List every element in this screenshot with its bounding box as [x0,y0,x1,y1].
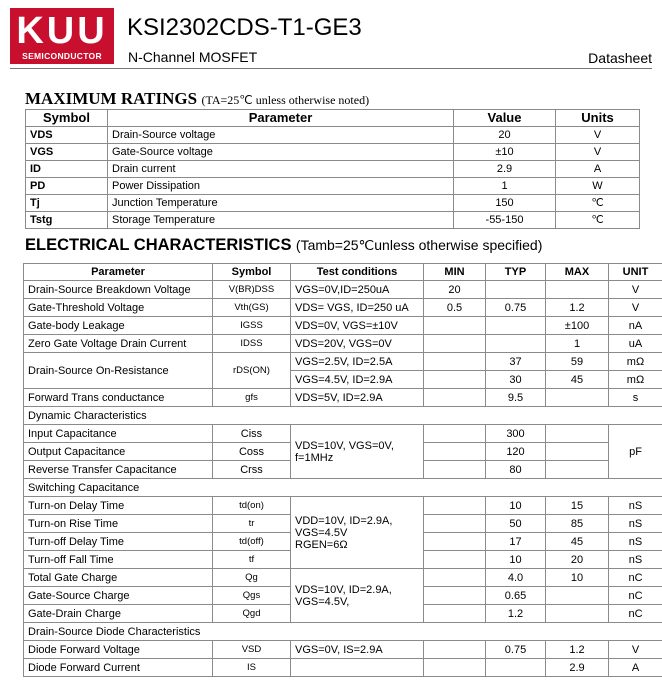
symbol-cell: Vth(GS) [213,299,291,317]
min-cell [424,659,486,677]
typ-cell: 80 [486,461,546,479]
conditions-cell: VGS=4.5V, ID=2.9A [291,371,424,389]
column-header: Symbol [213,264,291,281]
conditions-cell: VGS=2.5V, ID=2.5A [291,353,424,371]
symbol-cell: ID [26,161,108,178]
conditions-cell: VDS= VGS, ID=250 uA [291,299,424,317]
table-row [24,641,662,659]
parameter-cell: Reverse Transfer Capacitance [24,461,213,479]
symbol-cell: Crss [213,461,291,479]
unit-cell: ℃ [556,212,640,229]
electrical-condition: (Tamb=25℃unless otherwise specified) [295,237,543,253]
unit-cell: W [556,178,640,195]
max-ratings-table [25,109,640,229]
value-cell: -55-150 [454,212,556,229]
conditions-cell [291,425,424,479]
parameter-cell: Turn-off Delay Time [24,533,213,551]
brand-logo [10,8,114,64]
min-cell [424,371,486,389]
value-cell: 20 [454,127,556,144]
typ-cell: 0.65 [486,587,546,605]
conditions-cell: VDS=20V, VGS=0V [291,335,424,353]
parameter-cell: Gate-Threshold Voltage [24,299,213,317]
max-cell: 45 [546,533,609,551]
table-row [24,659,662,677]
column-header: Parameter [108,110,454,127]
typ-cell: 50 [486,515,546,533]
column-header: Units [556,110,640,127]
unit-cell: V [556,144,640,161]
parameter-cell: Drain current [108,161,454,178]
parameter-cell: Diode Forward Voltage [24,641,213,659]
unit-cell: nS [609,533,662,551]
section-title: Drain-Source Diode Characteristics [24,623,662,641]
unit-cell: V [609,641,662,659]
min-cell [424,515,486,533]
typ-cell: 0.75 [486,641,546,659]
typ-cell: 4.0 [486,569,546,587]
symbol-cell: IDSS [213,335,291,353]
unit-cell: A [609,659,662,677]
unit-cell: nC [609,587,662,605]
max-cell: 85 [546,515,609,533]
max-cell: 1.2 [546,641,609,659]
max-cell [546,605,609,623]
min-cell [424,317,486,335]
parameter-cell: Turn-off Fall Time [24,551,213,569]
parameter-cell: Turn-on Delay Time [24,497,213,515]
parameter-cell: Power Dissipation [108,178,454,195]
symbol-cell: VDS [26,127,108,144]
max-cell: 1.2 [546,299,609,317]
typ-cell: 30 [486,371,546,389]
electrical-table [23,263,662,677]
typ-cell: 10 [486,551,546,569]
table-header-row [24,264,662,281]
conditions-cell: VGS=0V,ID=250uA [291,281,424,299]
symbol-cell: td(off) [213,533,291,551]
typ-cell: 10 [486,497,546,515]
value-cell: 2.9 [454,161,556,178]
parameter-cell: Zero Gate Voltage Drain Current [24,335,213,353]
parameter-cell: Forward Trans conductance [24,389,213,407]
symbol-cell: VSD [213,641,291,659]
parameter-cell: Gate-Source Charge [24,587,213,605]
unit-cell: ℃ [556,195,640,212]
symbol-cell: V(BR)DSS [213,281,291,299]
column-header: MIN [424,264,486,281]
min-cell [424,335,486,353]
condition-line: RGEN=6Ω [295,538,348,551]
logo-text: KUU [16,10,108,52]
max-cell [546,587,609,605]
section-row [24,479,662,497]
parameter-cell: Diode Forward Current [24,659,213,677]
parameter-cell: Gate-Drain Charge [24,605,213,623]
typ-cell [486,659,546,677]
min-cell [424,587,486,605]
unit-cell: mΩ [609,353,662,371]
condition-line: VDS=10V, VGS=0V, [295,439,394,452]
header-divider [10,68,652,69]
conditions-cell: VDS=0V, VGS=±10V [291,317,424,335]
value-cell: 1 [454,178,556,195]
min-cell [424,569,486,587]
typ-cell: 37 [486,353,546,371]
unit-cell: pF [609,425,662,479]
max-cell: 20 [546,551,609,569]
parameter-cell: Junction Temperature [108,195,454,212]
unit-cell: uA [609,335,662,353]
condition-line: VDS=10V, ID=2.9A, [295,583,392,596]
parameter-cell: Total Gate Charge [24,569,213,587]
conditions-cell [291,497,424,569]
column-header: Symbol [26,110,108,127]
table-row [24,353,662,371]
column-header: TYP [486,264,546,281]
max-cell [546,443,609,461]
parameter-cell: Storage Temperature [108,212,454,229]
typ-cell [486,281,546,299]
electrical-heading [25,236,542,255]
symbol-cell: Qgs [213,587,291,605]
typ-cell: 1.2 [486,605,546,623]
symbol-cell: Qgd [213,605,291,623]
column-header: Parameter [24,264,213,281]
symbol-cell: IGSS [213,317,291,335]
max-cell: 15 [546,497,609,515]
max-ratings-heading [25,89,369,109]
symbol-cell: PD [26,178,108,195]
max-cell: 1 [546,335,609,353]
min-cell [424,389,486,407]
conditions-cell [291,569,424,623]
condition-line: VDD=10V, ID=2.9A, [295,514,393,527]
table-header-row [26,110,640,127]
table-row [24,569,662,587]
table-row [26,212,640,229]
max-ratings-title: MAXIMUM RATINGS [25,89,198,108]
symbol-cell: Qg [213,569,291,587]
unit-cell: V [609,281,662,299]
conditions-cell: VDS=5V, ID=2.9A [291,389,424,407]
device-type: N-Channel MOSFET [128,49,258,65]
table-row [24,281,662,299]
table-row [24,425,662,443]
parameter-cell: Drain-Source voltage [108,127,454,144]
unit-cell: nC [609,569,662,587]
column-header: UNIT [609,264,662,281]
table-row [24,497,662,515]
unit-cell: s [609,389,662,407]
logo-subtext: SEMICONDUCTOR [22,51,102,61]
max-cell [546,425,609,443]
min-cell: 20 [424,281,486,299]
unit-cell: A [556,161,640,178]
column-header: Value [454,110,556,127]
conditions-cell [291,659,424,677]
typ-cell: 120 [486,443,546,461]
parameter-cell: Turn-on Rise Time [24,515,213,533]
table-row [24,317,662,335]
max-cell [546,281,609,299]
symbol-cell: gfs [213,389,291,407]
min-cell: 0.5 [424,299,486,317]
unit-cell: nC [609,605,662,623]
parameter-cell: Gate-body Leakage [24,317,213,335]
min-cell [424,443,486,461]
part-number: KSI2302CDS-T1-GE3 [127,14,362,41]
unit-cell: V [556,127,640,144]
unit-cell: nA [609,317,662,335]
symbol-cell: Tj [26,195,108,212]
parameter-cell: Drain-Source On-Resistance [24,353,213,389]
electrical-title: ELECTRICAL CHARACTERISTICS [25,236,292,254]
typ-cell: 9.5 [486,389,546,407]
parameter-cell: Gate-Source voltage [108,144,454,161]
max-cell [546,389,609,407]
min-cell [424,353,486,371]
value-cell: 150 [454,195,556,212]
max-cell: 10 [546,569,609,587]
typ-cell [486,335,546,353]
table-row [26,161,640,178]
typ-cell: 300 [486,425,546,443]
min-cell [424,551,486,569]
max-cell: ±100 [546,317,609,335]
conditions-cell: VGS=0V, IS=2.9A [291,641,424,659]
condition-line: VGS=4.5V, [295,595,350,608]
min-cell [424,641,486,659]
unit-cell: V [609,299,662,317]
symbol-cell: Coss [213,443,291,461]
max-ratings-condition: (TA=25℃ unless otherwise noted) [201,93,370,107]
min-cell [424,533,486,551]
typ-cell: 17 [486,533,546,551]
section-title: Switching Capacitance [24,479,662,497]
table-row [26,127,640,144]
unit-cell: nS [609,515,662,533]
min-cell [424,461,486,479]
table-row [26,178,640,195]
parameter-cell: Input Capacitance [24,425,213,443]
column-header: Test conditions [291,264,424,281]
section-title: Dynamic Characteristics [24,407,662,425]
symbol-cell: Tstg [26,212,108,229]
max-cell [546,461,609,479]
max-cell: 45 [546,371,609,389]
table-row [24,389,662,407]
symbol-cell: tr [213,515,291,533]
typ-cell: 0.75 [486,299,546,317]
symbol-cell: rDS(ON) [213,353,291,389]
min-cell [424,425,486,443]
typ-cell [486,317,546,335]
table-row [26,144,640,161]
section-row [24,407,662,425]
section-row [24,623,662,641]
value-cell: ±10 [454,144,556,161]
table-row [24,299,662,317]
symbol-cell: VGS [26,144,108,161]
symbol-cell: IS [213,659,291,677]
column-header: MAX [546,264,609,281]
symbol-cell: td(on) [213,497,291,515]
min-cell [424,497,486,515]
unit-cell: nS [609,551,662,569]
parameter-cell: Output Capacitance [24,443,213,461]
parameter-cell: Drain-Source Breakdown Voltage [24,281,213,299]
document-type: Datasheet [588,50,652,66]
unit-cell: mΩ [609,371,662,389]
max-cell: 2.9 [546,659,609,677]
condition-line: VGS=4.5V [295,526,348,539]
min-cell [424,605,486,623]
condition-line: f=1MHz [295,451,334,464]
symbol-cell: tf [213,551,291,569]
symbol-cell: Ciss [213,425,291,443]
table-row [26,195,640,212]
table-row [24,335,662,353]
max-cell: 59 [546,353,609,371]
unit-cell: nS [609,497,662,515]
